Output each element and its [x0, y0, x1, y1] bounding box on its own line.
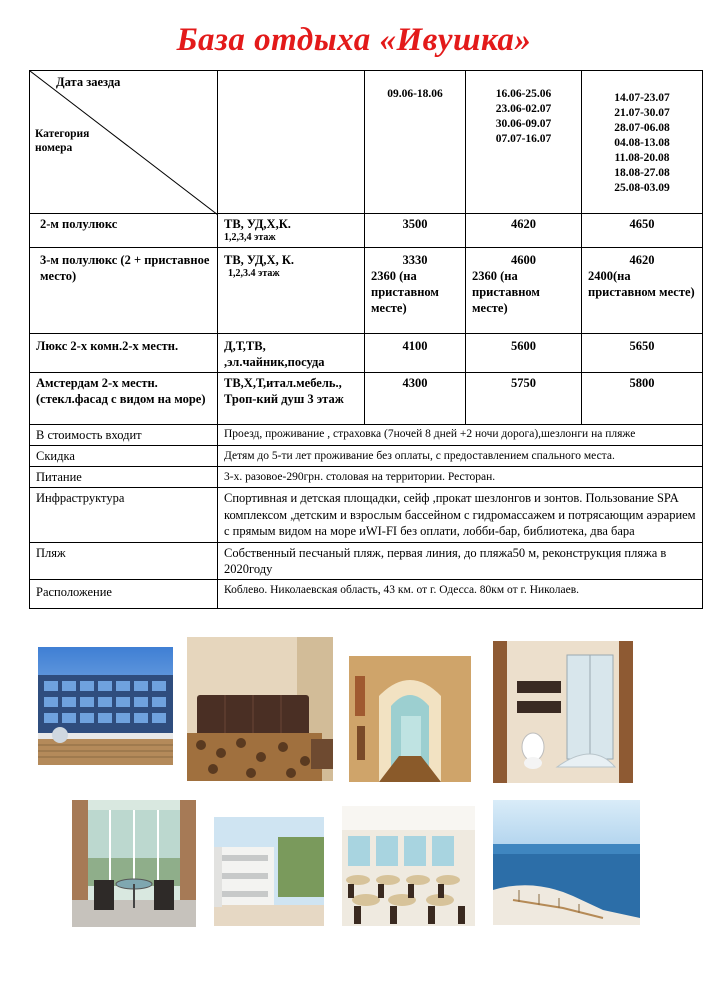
price-cell: 5600: [466, 334, 582, 373]
date-range: 04.08-13.08: [614, 137, 670, 149]
price-cell: 4650: [582, 214, 703, 248]
info-label: Расположение: [30, 579, 218, 608]
header-empty-cell: [218, 71, 365, 214]
terrace-building-photo: [214, 817, 324, 926]
date-range: 11.08-20.08: [614, 152, 670, 164]
room-name: 3-м полулюкс (2 + приставное место): [30, 248, 218, 334]
table-row: [30, 334, 703, 373]
date-range: 21.07-30.07: [614, 107, 670, 119]
category-label: Категория номера: [35, 128, 90, 154]
price-cell: 4100: [365, 334, 466, 373]
info-value: Детям до 5-ти лет проживание без оплаты, с предоставлением спального места.: [218, 446, 703, 467]
extra-price: 2360 (на приставном месте): [472, 269, 540, 315]
bathroom-photo: [493, 641, 633, 783]
hallway-photo: [349, 656, 471, 782]
price-cell: [466, 248, 582, 334]
bedroom-photo: [187, 637, 333, 781]
dates-col-1: [365, 71, 466, 214]
price-cell: 5800: [582, 373, 703, 425]
info-row: [30, 425, 703, 446]
sea-view-photo: [493, 800, 640, 925]
extra-price: 2360 (на приставном месте): [371, 269, 439, 315]
info-label: Скидка: [30, 446, 218, 467]
date-range: 23.06-02.07: [495, 103, 552, 115]
floor-text: 1,2,3,4 этаж: [224, 232, 276, 243]
room-amenities: ТВ,Х,Т,итал.мебель., Троп-кий душ 3 этаж: [218, 373, 365, 425]
date-range: 18.08-27.08: [614, 167, 670, 179]
date-range: 07.07-16.07: [495, 133, 552, 145]
price-cell: 3500: [365, 214, 466, 248]
date-range: 14.07-23.07: [614, 92, 670, 104]
info-value: Собственный песчаный пляж, первая линия, до пляжа50 м, реконструкция пляжа в 2020году: [218, 542, 703, 579]
date-range: 28.07-06.08: [614, 122, 670, 134]
extra-price: 2400(на приставном месте): [588, 269, 695, 299]
info-label: Пляж: [30, 542, 218, 579]
dates-col-3: [582, 71, 703, 214]
room-name: Люкс 2-х комн.2-х местн.: [30, 334, 218, 373]
info-row: [30, 446, 703, 467]
info-row: [30, 579, 703, 608]
info-label: Питание: [30, 467, 218, 488]
room-name: Амстердам 2-х местн. (стекл.фасад с видом на море): [30, 373, 218, 425]
table-row: [30, 214, 703, 248]
hotel-building-photo: [38, 647, 173, 765]
room-amenities: [218, 248, 365, 334]
balcony-photo: [72, 800, 196, 927]
date-range: 09.06-18.06: [387, 88, 443, 100]
price-cell: 4300: [365, 373, 466, 425]
date-range: 30.06-09.07: [495, 118, 552, 130]
amenities-text: ТВ, УД,Х,К.: [224, 217, 291, 231]
info-row: [30, 542, 703, 579]
price-cell: 5750: [466, 373, 582, 425]
info-value: 3-х. разовое-290грн. столовая на территории. Ресторан.: [218, 467, 703, 488]
info-value: Коблево. Николаевская область, 43 км. от г. Одесса. 80км от г. Николаев.: [218, 579, 703, 608]
table-header-row: [30, 71, 703, 214]
price-value: 3330: [402, 253, 428, 267]
room-amenities: [218, 214, 365, 248]
page-title: База отдыха «Ивушка»: [176, 22, 532, 58]
price-cell: 5650: [582, 334, 703, 373]
date-label: Дата заезда: [56, 75, 121, 89]
table-row: [30, 248, 703, 334]
info-label: В стоимость входит: [30, 425, 218, 446]
floor-text: 1,2,3.4 этаж: [228, 268, 280, 279]
table-row: [30, 373, 703, 425]
diagonal-header-cell: [30, 71, 218, 214]
info-label: Инфраструктура: [30, 488, 218, 543]
price-value: 4620: [629, 253, 655, 267]
dates-col-2: [466, 71, 582, 214]
price-table: [29, 70, 703, 609]
price-value: 4600: [511, 253, 536, 267]
room-amenities: Д,Т,ТВ, ,эл.чайник,посуда: [218, 334, 365, 373]
amenities-text: ТВ, УД,Х, К.: [224, 253, 295, 267]
restaurant-photo: [342, 806, 475, 926]
info-value: Проезд, проживание , страховка (7ночей 8 дней +2 ночи дорога),шезлонги на пляже: [218, 425, 703, 446]
info-value: Спортивная и детская площадки, сейф ,прокат шезлонгов и зонтов. Пользование SPA комплексом ,детским и взрослым бассейном с гидромассажем и потрясающим аэрарием с прямым видом на море иWI-FI без оплати, лобби-бар, библиотека, два бара: [218, 488, 703, 543]
info-row: [30, 467, 703, 488]
price-cell: [582, 248, 703, 334]
info-row: [30, 488, 703, 543]
price-cell: [365, 248, 466, 334]
price-cell: 4620: [466, 214, 582, 248]
room-name: 2-м полулюкс: [30, 214, 218, 248]
date-range: 16.06-25.06: [495, 88, 552, 100]
date-range: 25.08-03.09: [614, 182, 670, 194]
